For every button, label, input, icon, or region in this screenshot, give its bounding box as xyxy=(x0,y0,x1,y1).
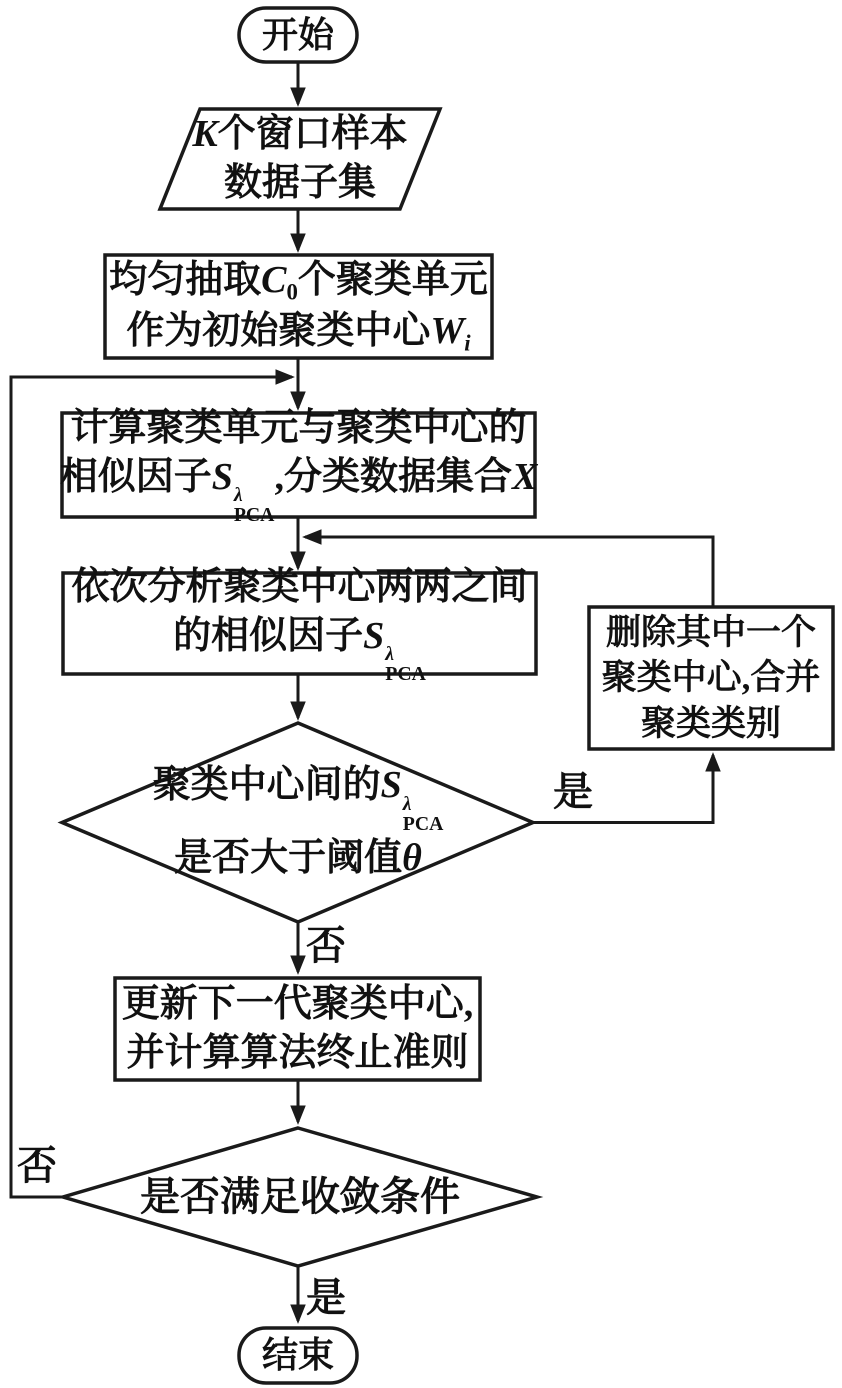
init-line1: 均匀抽取C0个聚类单元 xyxy=(109,259,488,305)
input-parallelogram xyxy=(158,109,442,209)
init-process-box xyxy=(105,255,492,358)
threshold-line2: 是否大于阈值θ xyxy=(174,836,422,879)
analyze-line1: 依次分析聚类中心两两之间 xyxy=(71,565,528,608)
end-terminator xyxy=(239,1328,357,1383)
convergence-decision-diamond xyxy=(88,1172,512,1222)
merge-line2: 聚类中心,合并 xyxy=(601,658,821,698)
threshold-decision-diamond xyxy=(88,760,508,884)
analyze-line2: 的相似因子S λ PCA xyxy=(173,614,426,685)
update-process-box xyxy=(115,978,480,1080)
yes-label-threshold: 是 xyxy=(553,769,593,814)
compute-line2: 相似因子S λ PCA ,分类数据集合X xyxy=(59,456,538,527)
update-line1: 更新下一代聚类中心, xyxy=(121,983,474,1026)
update-line2: 并计算算法终止准则 xyxy=(126,1032,469,1074)
merge-process-box xyxy=(589,607,833,749)
threshold-line1: 聚类中心间的S λ PCA xyxy=(152,764,444,835)
no-label-threshold: 否 xyxy=(306,923,346,968)
start-label: 开始 xyxy=(261,14,334,55)
compute-process-box xyxy=(59,407,538,527)
no-label-convergence: 否 xyxy=(17,1143,57,1188)
merge-line3: 聚类类别 xyxy=(640,703,781,743)
convergence-line1: 是否满足收敛条件 xyxy=(140,1174,460,1220)
end-label: 结束 xyxy=(261,1335,334,1376)
input-line1: K个窗口样本 xyxy=(192,113,408,156)
compute-line1: 计算聚类单元与聚类中心的 xyxy=(70,407,527,450)
analyze-process-box xyxy=(63,565,536,685)
input-line2: 数据子集 xyxy=(223,162,376,204)
init-line2: 作为初始聚类中心Wi xyxy=(126,309,471,355)
yes-label-convergence: 是 xyxy=(306,1275,346,1320)
merge-line1: 删除其中一个 xyxy=(605,612,816,652)
start-terminator xyxy=(239,8,357,62)
